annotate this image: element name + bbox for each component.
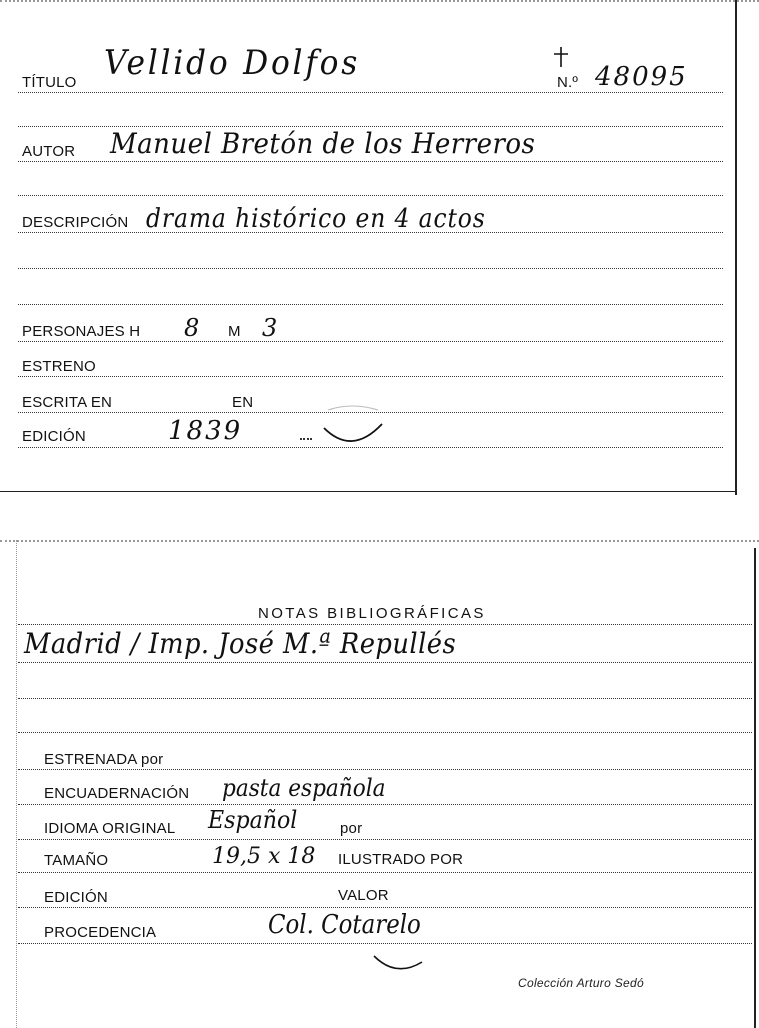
valor-label: VALOR — [338, 887, 389, 904]
blank-rule-2 — [18, 195, 723, 196]
autor-label: AUTOR — [22, 143, 76, 160]
idioma-original-rule — [18, 839, 752, 840]
notes-rule-2 — [18, 698, 752, 699]
card-right-edge — [754, 548, 756, 1028]
personajes-m-label: M — [228, 323, 241, 340]
descripcion-label: DESCRIPCIÓN — [22, 214, 129, 231]
idioma-original-label: IDIOMA ORIGINAL — [44, 820, 176, 837]
encuadernacion-value: pasta española — [222, 774, 386, 802]
edicion-rule — [18, 907, 752, 908]
numero-label: N.º — [557, 74, 579, 91]
encuadernacion-label: ENCUADERNACIÓN — [44, 785, 190, 802]
card-top-edge — [0, 0, 759, 6]
tamano-value: 19,5 x 18 — [212, 844, 316, 869]
personajes-rule — [18, 341, 723, 342]
catalog-card-front — [0, 0, 759, 495]
card-right-edge — [735, 0, 737, 495]
idioma-por-label: por — [340, 820, 363, 837]
notas-value: Madrid / Imp. José M.ª Repullés — [24, 627, 457, 660]
edicion-label: EDICIÓN — [44, 889, 108, 906]
blank-rule-3 — [18, 268, 723, 269]
personajes-label: PERSONAJES H — [22, 323, 141, 340]
titulo-rule — [18, 92, 723, 93]
descripcion-value: drama histórico en 4 actos — [146, 204, 486, 234]
notes-rule-1 — [18, 662, 752, 663]
punch-hole-mark — [318, 404, 388, 448]
procedencia-label: PROCEDENCIA — [44, 924, 157, 941]
card-top-edge — [0, 540, 759, 546]
titulo-label: TÍTULO — [22, 74, 77, 91]
small-dash-mark — [300, 438, 312, 440]
estreno-rule — [18, 376, 723, 377]
blank-rule-4 — [18, 304, 723, 305]
escrita-en-label: ESCRITA EN — [22, 394, 113, 411]
estrenada-por-rule — [18, 769, 752, 770]
edicion-label: EDICIÓN — [22, 428, 86, 445]
encuadernacion-rule — [18, 804, 752, 805]
procedencia-value: Col. Cotarelo — [268, 910, 421, 940]
cross-mark-icon — [552, 46, 570, 68]
personajes-h-value: 8 — [184, 314, 200, 342]
autor-rule — [18, 161, 723, 162]
card-left-edge — [16, 540, 17, 1028]
notas-heading: NOTAS BIBLIOGRÁFICAS — [258, 605, 486, 622]
titulo-value: Vellido Dolfos — [104, 43, 361, 83]
autor-value: Manuel Bretón de los Herreros — [110, 127, 536, 160]
punch-hole-mark — [370, 936, 430, 976]
numero-value: 48095 — [595, 62, 688, 92]
estreno-label: ESTRENO — [22, 358, 96, 375]
edicion-value: 1839 — [168, 416, 243, 446]
heading-rule — [18, 624, 752, 625]
ilustrado-por-label: ILUSTRADO POR — [338, 851, 464, 868]
notes-rule-3 — [18, 732, 752, 733]
personajes-m-value: 3 — [262, 314, 278, 342]
catalog-card-back — [0, 540, 759, 1028]
idioma-original-value: Español — [208, 806, 298, 834]
estrenada-por-label: ESTRENADA por — [44, 751, 164, 768]
descripcion-rule — [18, 232, 723, 233]
tamano-label: TAMAÑO — [44, 852, 109, 869]
escrita-en-en-label: EN — [232, 394, 254, 411]
card-bottom-edge — [0, 491, 735, 492]
tamano-rule — [18, 872, 752, 873]
collection-credit: Colección Arturo Sedó — [518, 976, 644, 990]
